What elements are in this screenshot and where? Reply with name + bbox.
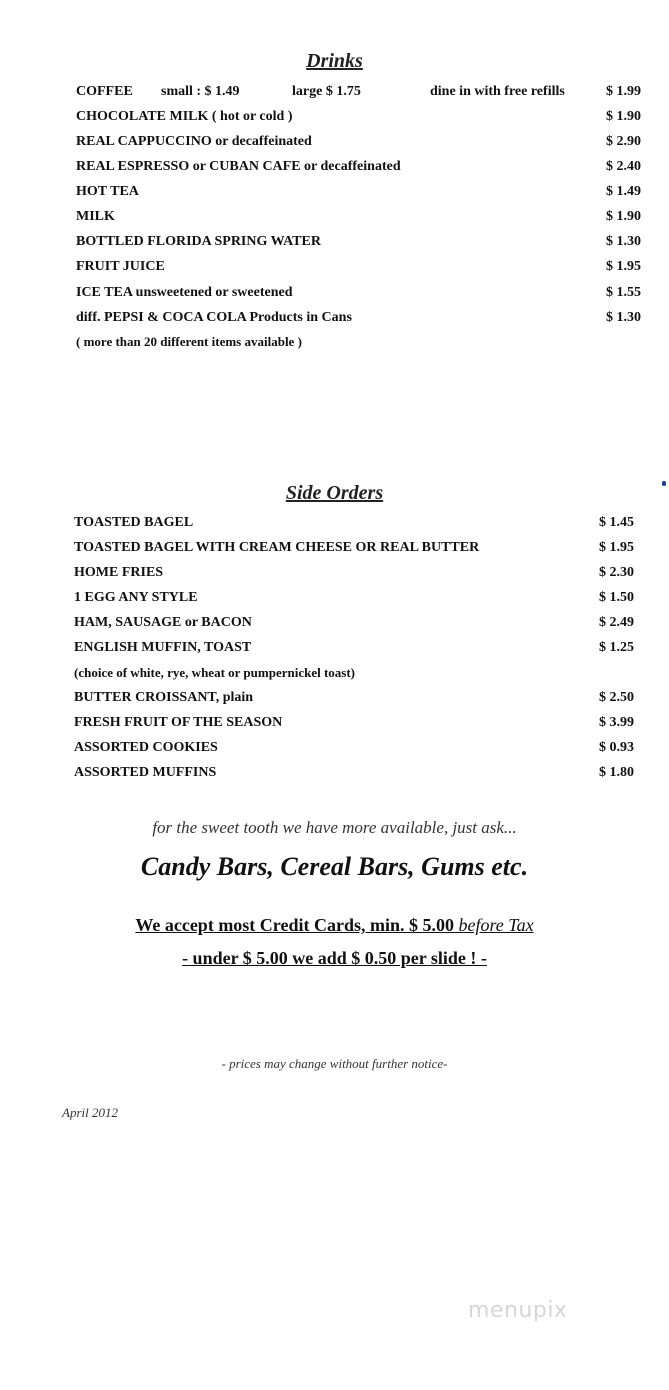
menu-item — [76, 131, 644, 153]
menu-item — [76, 181, 644, 203]
sweet-tooth-line: for the sweet tooth we have more available, just ask... — [152, 818, 517, 837]
credit-card-policy — [0, 915, 669, 936]
credit-card-surcharge: - under $ 5.00 we add $ 0.50 per slide ! - — [182, 948, 487, 968]
menu-item — [76, 156, 644, 178]
item-price: $ 1.95 — [599, 540, 634, 555]
item-price: $ 1.49 — [606, 184, 641, 199]
menu-item — [74, 562, 639, 584]
item-price: $ 0.93 — [599, 740, 634, 755]
item-price: $ 2.50 — [599, 690, 634, 705]
item-price: $ 1.25 — [599, 640, 634, 655]
menu-item — [74, 687, 639, 709]
item-price: $ 1.80 — [599, 765, 634, 780]
credit-card-before-tax: before Tax — [458, 915, 534, 935]
item-name: TOASTED BAGEL WITH CREAM CHEESE OR REAL BUTTER — [74, 540, 480, 555]
item-price: $ 2.90 — [606, 134, 641, 149]
menu-item — [74, 612, 639, 634]
item-name: CHOCOLATE MILK ( hot or cold ) — [76, 109, 293, 124]
menu-item — [74, 762, 639, 784]
coffee-price: $ 1.99 — [606, 84, 641, 99]
menu-item — [76, 206, 644, 228]
coffee-small-price: small : $ 1.49 — [161, 84, 240, 99]
price-notice: - prices may change without further notice- — [221, 1056, 448, 1071]
coffee-name: COFFEE — [76, 84, 133, 99]
item-price: $ 1.30 — [606, 310, 641, 325]
menu-item — [74, 737, 639, 759]
item-name: HOME FRIES — [74, 565, 164, 580]
item-name: FRUIT JUICE — [76, 259, 165, 274]
menu-item — [76, 282, 644, 304]
item-name: BUTTER CROISSANT, plain — [74, 690, 254, 705]
menu-item — [76, 307, 644, 329]
item-name: ASSORTED MUFFINS — [74, 765, 217, 780]
menu-item — [74, 537, 639, 559]
item-name: diff. PEPSI & COCA COLA Products in Cans — [76, 310, 352, 325]
menu-item — [74, 512, 639, 534]
item-name: ASSORTED COOKIES — [74, 740, 218, 755]
menupix-watermark: menupix — [468, 1298, 568, 1323]
menu-item — [74, 712, 639, 734]
item-price: $ 1.90 — [606, 209, 641, 224]
drinks-note: ( more than 20 different items available ) — [76, 334, 302, 349]
item-name: ENGLISH MUFFIN, TOAST — [74, 640, 252, 655]
item-name: REAL ESPRESSO or CUBAN CAFE or decaffeinated — [76, 159, 401, 174]
menu-item — [74, 587, 639, 609]
item-price: $ 2.30 — [599, 565, 634, 580]
menu-item — [76, 256, 644, 278]
item-price: $ 1.95 — [606, 259, 641, 274]
menu-item — [76, 106, 644, 128]
item-name: REAL CAPPUCCINO or decaffeinated — [76, 134, 312, 149]
item-price: $ 1.50 — [599, 590, 634, 605]
item-price: $ 1.30 — [606, 234, 641, 249]
item-name: (choice of white, rye, wheat or pumpernickel toast) — [74, 665, 356, 680]
coffee-refill-note: dine in with free refills — [430, 84, 565, 99]
menu-item-note — [74, 662, 639, 684]
menu-item — [74, 637, 639, 659]
item-name: HOT TEA — [76, 184, 139, 199]
item-name: TOASTED BAGEL — [74, 515, 194, 530]
menu-item — [76, 231, 644, 253]
item-name: 1 EGG ANY STYLE — [74, 590, 198, 605]
drinks-heading: Drinks — [306, 50, 363, 72]
item-name: HAM, SAUSAGE or BACON — [74, 615, 252, 630]
side-orders-heading: Side Orders — [285, 482, 384, 504]
item-price: $ 2.40 — [606, 159, 641, 174]
credit-card-main: We accept most Credit Cards, min. $ 5.00 — [135, 915, 459, 935]
item-name: FRESH FRUIT OF THE SEASON — [74, 715, 283, 730]
coffee-row — [76, 81, 644, 103]
candy-bars-line: Candy Bars, Cereal Bars, Gums etc. — [140, 852, 529, 881]
coffee-large-price: large $ 1.75 — [292, 84, 361, 99]
item-price: $ 1.90 — [606, 109, 641, 124]
menu-date: April 2012 — [62, 1105, 118, 1120]
item-price: $ 1.45 — [599, 515, 634, 530]
item-price: $ 2.49 — [599, 615, 634, 630]
item-price: $ 1.55 — [606, 285, 641, 300]
item-name: MILK — [76, 209, 115, 224]
item-name: ICE TEA unsweetened or sweetened — [76, 285, 293, 300]
item-name: BOTTLED FLORIDA SPRING WATER — [76, 234, 321, 249]
item-price: $ 3.99 — [599, 715, 634, 730]
